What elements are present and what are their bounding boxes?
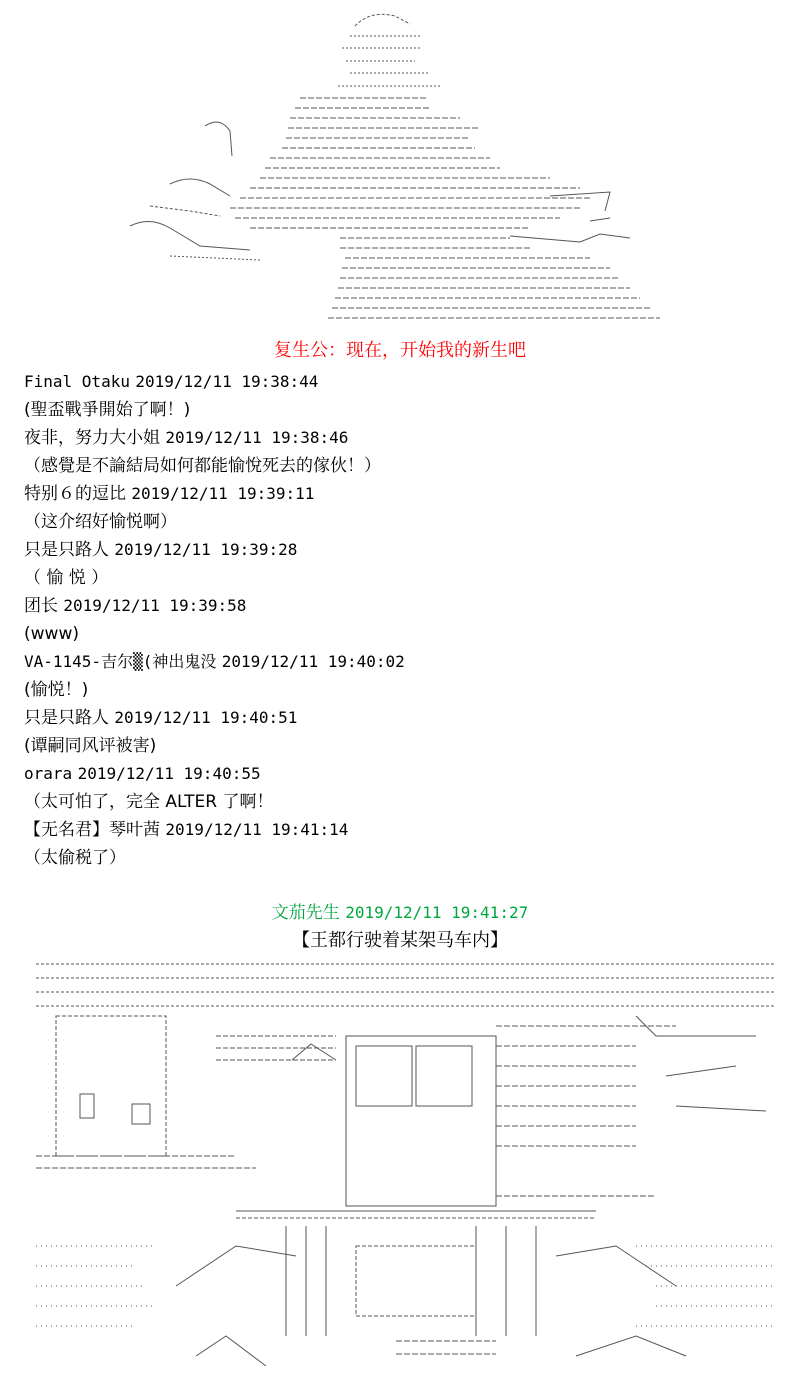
chat-header (24, 480, 784, 508)
bottom-subheading: 【王都行驶着某架马车内】 (292, 930, 508, 951)
chat-header (24, 648, 784, 676)
bottom-heading-name: 文茄先生 (271, 903, 340, 923)
chat-header (24, 424, 784, 452)
chat-name: Final Otaku (24, 372, 130, 391)
top-ascii-art (110, 6, 690, 326)
chat-comment: (谭嗣同风评被害) (24, 736, 157, 756)
chat-header (24, 368, 784, 396)
chat-name: 夜非，努力大小姐 (24, 428, 160, 448)
chat-time: 2019/12/11 19:40:55 (77, 764, 261, 783)
chat-header (24, 536, 784, 564)
chat-log (24, 368, 784, 872)
bottom-heading (0, 900, 800, 926)
top-heading: 复生公：现在，开始我的新生吧 (274, 340, 526, 361)
chat-time: 2019/12/11 19:38:44 (135, 372, 319, 391)
chat-name: orara (24, 764, 73, 783)
chat-time: 2019/12/11 19:40:51 (114, 708, 298, 727)
chat-time: 2019/12/11 19:40:02 (221, 652, 405, 671)
chat-header (24, 592, 784, 620)
chat-name: 团长 (24, 596, 58, 616)
chat-comment: (www) (24, 624, 79, 644)
chat-name: 只是只路人 (24, 708, 109, 728)
chat-time: 2019/12/11 19:39:28 (114, 540, 298, 559)
chat-name: VA-1145-吉尔▒(神出鬼没 (24, 652, 217, 671)
chat-name: 特别６的逗比 (24, 484, 126, 504)
chat-comment: (聖盃戰爭開始了啊！) (24, 400, 191, 420)
chat-comment: (愉悦！) (24, 680, 89, 700)
bottom-heading-time: 2019/12/11 19:41:27 (345, 903, 529, 922)
chat-time: 2019/12/11 19:38:46 (165, 428, 349, 447)
chat-comment: （这介绍好愉悦啊） (24, 512, 177, 532)
chat-name: 只是只路人 (24, 540, 109, 560)
chat-header (24, 704, 784, 732)
chat-header (24, 816, 784, 844)
chat-time: 2019/12/11 19:39:11 (131, 484, 315, 503)
bottom-ascii-art (36, 956, 776, 1376)
chat-header (24, 760, 784, 788)
chat-comment: （太可怕了，完全 ALTER 了啊！ (24, 792, 274, 812)
chat-name: 【无名君】琴叶茜 (24, 820, 160, 840)
chat-time: 2019/12/11 19:39:58 (63, 596, 247, 615)
chat-comment: （感覺是不論結局如何都能愉悅死去的傢伙！） (24, 456, 381, 476)
chat-comment: （太偷税了） (24, 848, 126, 868)
chat-time: 2019/12/11 19:41:14 (165, 820, 349, 839)
chat-comment: （ 愉 悦 ） (24, 568, 109, 588)
